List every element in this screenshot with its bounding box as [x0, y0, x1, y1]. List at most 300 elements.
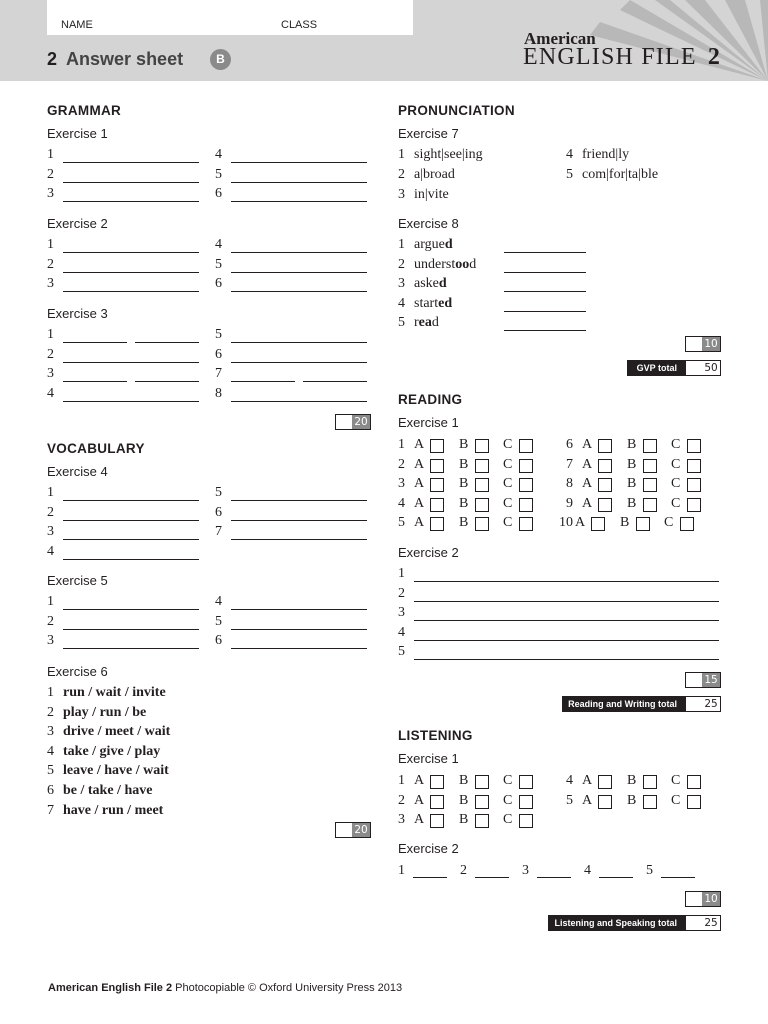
- item-number: 4: [47, 385, 54, 401]
- option-letter: A: [414, 773, 425, 788]
- answer-line[interactable]: [504, 252, 586, 253]
- answer-line[interactable]: [414, 601, 719, 602]
- reading-writing-total-label: Reading and Writing total: [562, 696, 685, 712]
- option-letter: B: [459, 495, 469, 511]
- item-number: 5: [215, 613, 222, 629]
- listening-title: LISTENING: [398, 728, 473, 743]
- answer-line[interactable]: [231, 201, 367, 202]
- answer-line[interactable]: [661, 877, 695, 878]
- item-number: 5: [646, 863, 653, 878]
- ex6-options[interactable]: have / run / meet: [63, 802, 164, 818]
- option-letter: A: [414, 456, 425, 472]
- grammar-ex3-title: Exercise 3: [47, 306, 108, 321]
- gvp-total-label: GVP total: [627, 360, 685, 376]
- pron-word: in|vite: [414, 187, 449, 202]
- item-number: 4: [398, 495, 405, 511]
- item-number: 8: [566, 476, 573, 491]
- answer-line[interactable]: [63, 291, 199, 292]
- score-input[interactable]: [336, 823, 352, 837]
- option-checkbox[interactable]: [475, 517, 489, 531]
- item-number: 1: [398, 863, 405, 878]
- option-checkbox[interactable]: [475, 439, 489, 453]
- option-letter: B: [459, 437, 469, 452]
- answer-line[interactable]: [63, 401, 199, 402]
- answer-line[interactable]: [63, 182, 199, 183]
- item-number: 6: [215, 346, 222, 362]
- answer-line[interactable]: [63, 342, 127, 343]
- item-number: 4: [398, 295, 405, 311]
- listening-speaking-total-max: 25: [702, 916, 720, 930]
- item-number: 2: [460, 863, 467, 878]
- answer-line[interactable]: [231, 182, 367, 183]
- option-checkbox[interactable]: [519, 439, 533, 453]
- option-letter: B: [620, 515, 630, 530]
- score-input[interactable]: [686, 892, 702, 906]
- item-number: 2: [47, 346, 54, 362]
- pron-word: [414, 315, 439, 331]
- option-letter: A: [414, 476, 425, 491]
- word-part: argue: [414, 237, 445, 252]
- option-letter: C: [503, 812, 513, 827]
- listening-speaking-total-box: [685, 915, 721, 931]
- pronunciation-title: PRONUNCIATION: [398, 103, 515, 118]
- option-letter: B: [627, 476, 637, 491]
- option-letter: C: [503, 456, 513, 472]
- pron-word: [414, 296, 452, 312]
- item-number: 5: [215, 166, 222, 182]
- item-number: 3: [47, 633, 54, 648]
- option-checkbox[interactable]: [430, 439, 444, 453]
- option-letter: B: [627, 456, 637, 472]
- word-part: start: [414, 295, 439, 311]
- option-checkbox[interactable]: [430, 795, 444, 809]
- item-number: 5: [215, 327, 222, 342]
- option-checkbox[interactable]: [687, 439, 701, 453]
- pron-word: [414, 237, 453, 253]
- item-number: 6: [215, 186, 222, 201]
- item-number: 1: [47, 237, 54, 252]
- word-highlight: oo: [455, 256, 470, 272]
- name-label: NAME: [61, 19, 93, 31]
- item-number: 3: [398, 476, 405, 491]
- brand-title-text: ENGLISH FILE: [523, 44, 697, 70]
- sheet-title: [47, 49, 183, 70]
- option-letter: A: [414, 437, 425, 452]
- option-letter: C: [671, 476, 681, 491]
- item-number: 2: [47, 613, 54, 629]
- answer-line[interactable]: [231, 539, 367, 540]
- answer-line[interactable]: [414, 620, 719, 621]
- option-letter: B: [459, 792, 469, 808]
- item-number: 5: [215, 485, 222, 500]
- ex6-options[interactable]: take / give / play: [63, 743, 161, 759]
- listening-ex1-title: Exercise 1: [398, 751, 459, 766]
- answer-line[interactable]: [414, 659, 719, 660]
- option-letter: A: [582, 437, 593, 452]
- item-number: 5: [566, 792, 573, 808]
- option-checkbox[interactable]: [430, 459, 444, 473]
- item-number: 4: [398, 624, 405, 640]
- item-number: 6: [215, 504, 222, 520]
- option-letter: B: [459, 456, 469, 472]
- answer-line[interactable]: [231, 272, 367, 273]
- answer-line[interactable]: [135, 381, 199, 382]
- option-checkbox[interactable]: [687, 795, 701, 809]
- answer-line[interactable]: [231, 362, 367, 363]
- answer-line[interactable]: [63, 520, 199, 521]
- item-number: 7: [47, 802, 54, 818]
- item-number: 4: [47, 543, 54, 559]
- option-letter: C: [671, 792, 681, 808]
- grammar-title: GRAMMAR: [47, 103, 122, 118]
- option-checkbox[interactable]: [519, 478, 533, 492]
- option-checkbox[interactable]: [519, 498, 533, 512]
- reading-title: READING: [398, 392, 463, 407]
- option-checkbox[interactable]: [643, 439, 657, 453]
- pron-word: a|broad: [414, 167, 455, 182]
- item-number: 1: [398, 437, 405, 452]
- item-number: 3: [47, 276, 54, 291]
- pronunciation-score-box: [685, 336, 721, 352]
- item-number: 3: [398, 812, 405, 827]
- option-letter: C: [664, 515, 674, 530]
- pron-word: friend|ly: [582, 147, 630, 162]
- footer-brand: American English File 2: [48, 982, 173, 994]
- answer-line[interactable]: [413, 877, 447, 878]
- answer-line[interactable]: [135, 342, 199, 343]
- item-number: 2: [47, 256, 54, 272]
- option-letter: B: [627, 792, 637, 808]
- option-letter: C: [671, 495, 681, 511]
- item-number: 5: [215, 256, 222, 272]
- item-number: 2: [47, 504, 54, 520]
- option-checkbox[interactable]: [591, 517, 605, 531]
- answer-line[interactable]: [63, 629, 199, 630]
- item-number: 7: [215, 524, 222, 539]
- item-number: 7: [566, 456, 573, 472]
- item-number: 4: [566, 773, 573, 788]
- option-letter: A: [582, 476, 593, 491]
- ex6-options[interactable]: drive / meet / wait: [63, 724, 171, 740]
- vocab-ex4-title: Exercise 4: [47, 464, 108, 479]
- option-checkbox[interactable]: [687, 478, 701, 492]
- reading-writing-total-max: 25: [702, 697, 720, 711]
- ex6-options[interactable]: be / take / have: [63, 783, 153, 798]
- option-letter: C: [503, 792, 513, 808]
- answer-line[interactable]: [231, 629, 367, 630]
- item-number: 3: [47, 366, 54, 381]
- option-checkbox[interactable]: [475, 814, 489, 828]
- option-checkbox[interactable]: [430, 498, 444, 512]
- item-number: 3: [398, 187, 405, 202]
- answer-line[interactable]: [63, 201, 199, 202]
- brand-american: American: [524, 29, 596, 48]
- option-letter: B: [459, 812, 469, 827]
- answer-line[interactable]: [231, 381, 295, 382]
- grammar-score-box: [335, 414, 371, 430]
- answer-line[interactable]: [504, 311, 586, 312]
- answer-line[interactable]: [231, 342, 367, 343]
- reading-ex1-title: Exercise 1: [398, 415, 459, 430]
- answer-line[interactable]: [231, 252, 367, 253]
- option-checkbox[interactable]: [598, 775, 612, 789]
- answer-line[interactable]: [537, 877, 571, 878]
- class-label: CLASS: [281, 19, 318, 31]
- grammar-ex1-title: Exercise 1: [47, 126, 108, 141]
- item-number: 2: [47, 704, 54, 720]
- item-number: 4: [215, 594, 222, 609]
- option-checkbox[interactable]: [643, 459, 657, 473]
- option-checkbox[interactable]: [643, 775, 657, 789]
- score-input[interactable]: [686, 361, 702, 375]
- word-highlight: d: [438, 276, 447, 291]
- option-checkbox[interactable]: [475, 498, 489, 512]
- item-number: 9: [566, 495, 573, 511]
- word-highlight: d: [444, 237, 453, 252]
- option-letter: B: [627, 437, 637, 452]
- listening-ex2-title: Exercise 2: [398, 841, 459, 856]
- ex6-options[interactable]: leave / have / wait: [63, 763, 169, 779]
- word-part: aske: [414, 276, 439, 291]
- option-checkbox[interactable]: [598, 459, 612, 473]
- option-checkbox[interactable]: [519, 459, 533, 473]
- item-number: 6: [47, 783, 54, 798]
- reading-score-max: 15: [702, 673, 720, 687]
- answer-line[interactable]: [231, 648, 367, 649]
- sheet-title-text: Answer sheet: [66, 49, 184, 69]
- item-number: 3: [47, 524, 54, 539]
- vocabulary-score-box: [335, 822, 371, 838]
- reading-writing-total-box: [685, 696, 721, 712]
- word-part: r: [414, 315, 419, 330]
- item-number: 7: [215, 366, 222, 381]
- answer-line[interactable]: [231, 500, 367, 501]
- option-checkbox[interactable]: [430, 814, 444, 828]
- grammar-ex2-title: Exercise 2: [47, 216, 108, 231]
- item-number: 4: [566, 147, 573, 162]
- option-letter: C: [503, 773, 513, 788]
- footer: [48, 982, 402, 994]
- item-number: 1: [47, 147, 54, 162]
- option-checkbox[interactable]: [680, 517, 694, 531]
- item-number: 4: [215, 147, 222, 162]
- option-checkbox[interactable]: [687, 498, 701, 512]
- option-checkbox[interactable]: [636, 517, 650, 531]
- brand-title: [523, 44, 721, 71]
- item-number: 6: [215, 633, 222, 648]
- item-number: 4: [215, 237, 222, 252]
- item-number: 1: [47, 685, 54, 700]
- pron-word: com|for|ta|ble: [582, 167, 659, 182]
- item-number: 5: [398, 515, 405, 530]
- option-letter: B: [627, 773, 637, 788]
- option-letter: A: [582, 792, 593, 808]
- answer-line[interactable]: [504, 272, 586, 273]
- item-number: 1: [398, 237, 405, 252]
- answer-line[interactable]: [231, 609, 367, 610]
- option-checkbox[interactable]: [643, 478, 657, 492]
- answer-line[interactable]: [475, 877, 509, 878]
- option-checkbox[interactable]: [519, 775, 533, 789]
- option-letter: B: [627, 495, 637, 511]
- item-number: 3: [47, 186, 54, 201]
- item-number: 1: [398, 773, 405, 788]
- score-input[interactable]: [336, 415, 352, 429]
- answer-line[interactable]: [63, 162, 199, 163]
- option-checkbox[interactable]: [475, 478, 489, 492]
- option-letter: A: [582, 773, 593, 788]
- item-number: 5: [398, 644, 405, 659]
- item-number: 2: [398, 167, 405, 182]
- answer-line[interactable]: [63, 252, 199, 253]
- item-number: 3: [398, 276, 405, 291]
- answer-line[interactable]: [414, 581, 719, 582]
- vocabulary-title: VOCABULARY: [47, 441, 145, 456]
- item-number: 6: [566, 437, 573, 452]
- word-highlight: ed: [438, 295, 453, 311]
- item-number: 5: [398, 315, 405, 330]
- pron-ex7-title: Exercise 7: [398, 126, 459, 141]
- answer-line[interactable]: [231, 291, 367, 292]
- item-number: 2: [398, 792, 405, 808]
- pron-word: [414, 257, 476, 273]
- answer-line[interactable]: [414, 640, 719, 641]
- option-letter: C: [671, 456, 681, 472]
- option-letter: C: [503, 437, 513, 452]
- item-number: 1: [398, 147, 405, 162]
- vocab-ex6-title: Exercise 6: [47, 664, 108, 679]
- item-number: 1: [47, 594, 54, 609]
- answer-line[interactable]: [303, 381, 367, 382]
- item-number: 2: [398, 256, 405, 272]
- name-class-box[interactable]: [47, 0, 413, 35]
- item-number: 3: [47, 724, 54, 740]
- gvp-total-max: 50: [702, 361, 720, 375]
- option-checkbox[interactable]: [430, 775, 444, 789]
- word-part: underst: [414, 256, 456, 272]
- footer-note: Photocopiable © Oxford University Press 2013: [175, 982, 403, 994]
- reading-score-box: [685, 672, 721, 688]
- answer-line[interactable]: [231, 162, 367, 163]
- item-number: 1: [47, 327, 54, 342]
- answer-line[interactable]: [63, 559, 199, 560]
- ex6-options[interactable]: play / run / be: [63, 704, 147, 720]
- option-checkbox[interactable]: [687, 775, 701, 789]
- item-number: 1: [398, 566, 405, 581]
- option-checkbox[interactable]: [643, 498, 657, 512]
- answer-line[interactable]: [63, 609, 199, 610]
- answer-line[interactable]: [599, 877, 633, 878]
- answer-line[interactable]: [63, 648, 199, 649]
- option-checkbox[interactable]: [519, 795, 533, 809]
- item-number: 2: [398, 585, 405, 601]
- option-letter: B: [459, 773, 469, 788]
- answer-line[interactable]: [231, 401, 367, 402]
- vocab-ex5-title: Exercise 5: [47, 573, 108, 588]
- word-part: d: [431, 315, 439, 330]
- option-letter: C: [503, 476, 513, 491]
- grammar-score-max: 20: [352, 415, 370, 429]
- item-number: 3: [398, 605, 405, 620]
- pron-word: sight|see|ing: [414, 147, 483, 162]
- option-letter: A: [575, 515, 586, 530]
- answer-line[interactable]: [63, 539, 199, 540]
- answer-line[interactable]: [231, 520, 367, 521]
- option-checkbox[interactable]: [519, 517, 533, 531]
- gvp-total-box: [685, 360, 721, 376]
- option-letter: A: [582, 495, 593, 511]
- option-checkbox[interactable]: [430, 478, 444, 492]
- unit-number: 2: [47, 49, 58, 69]
- item-number: 2: [47, 166, 54, 182]
- option-letter: C: [671, 773, 681, 788]
- answer-line[interactable]: [504, 330, 586, 331]
- option-letter: A: [414, 515, 425, 530]
- word-highlight: ea: [418, 315, 432, 330]
- item-number: 6: [215, 276, 222, 291]
- option-letter: B: [459, 476, 469, 491]
- score-input[interactable]: [686, 916, 702, 930]
- answer-line[interactable]: [63, 381, 127, 382]
- item-number: 1: [47, 485, 54, 500]
- score-input[interactable]: [686, 673, 702, 687]
- score-input[interactable]: [686, 337, 702, 351]
- item-number: 3: [522, 863, 529, 878]
- item-number: 4: [47, 743, 54, 759]
- option-letter: A: [582, 456, 593, 472]
- option-letter: C: [503, 515, 513, 530]
- score-input[interactable]: [686, 697, 702, 711]
- item-number: 2: [398, 456, 405, 472]
- vocabulary-score-max: 20: [352, 823, 370, 837]
- listening-score-max: 10: [702, 892, 720, 906]
- option-checkbox[interactable]: [475, 775, 489, 789]
- option-checkbox[interactable]: [598, 498, 612, 512]
- brand-number: 2: [707, 44, 722, 70]
- answer-line[interactable]: [504, 291, 586, 292]
- word-part: d: [469, 256, 477, 272]
- item-number: 10: [559, 515, 573, 530]
- ex6-options[interactable]: run / wait / invite: [63, 685, 166, 700]
- listening-score-box: [685, 891, 721, 907]
- pron-ex8-title: Exercise 8: [398, 216, 459, 231]
- option-letter: C: [503, 495, 513, 511]
- item-number: 5: [566, 167, 573, 182]
- answer-line[interactable]: [63, 500, 199, 501]
- option-checkbox[interactable]: [519, 814, 533, 828]
- option-letter: A: [414, 792, 425, 808]
- option-letter: B: [459, 515, 469, 530]
- option-checkbox[interactable]: [687, 459, 701, 473]
- option-letter: A: [414, 495, 425, 511]
- pronunciation-score-max: 10: [702, 337, 720, 351]
- answer-line[interactable]: [63, 272, 199, 273]
- option-letter: A: [414, 812, 425, 827]
- option-checkbox[interactable]: [598, 795, 612, 809]
- option-checkbox[interactable]: [430, 517, 444, 531]
- answer-line[interactable]: [63, 362, 199, 363]
- version-badge: B: [210, 49, 231, 70]
- option-checkbox[interactable]: [643, 795, 657, 809]
- item-number: 4: [584, 863, 591, 878]
- reading-ex2-title: Exercise 2: [398, 545, 459, 560]
- option-checkbox[interactable]: [598, 478, 612, 492]
- option-checkbox[interactable]: [598, 439, 612, 453]
- option-letter: C: [671, 437, 681, 452]
- option-checkbox[interactable]: [475, 795, 489, 809]
- pron-word: [414, 276, 447, 292]
- option-checkbox[interactable]: [475, 459, 489, 473]
